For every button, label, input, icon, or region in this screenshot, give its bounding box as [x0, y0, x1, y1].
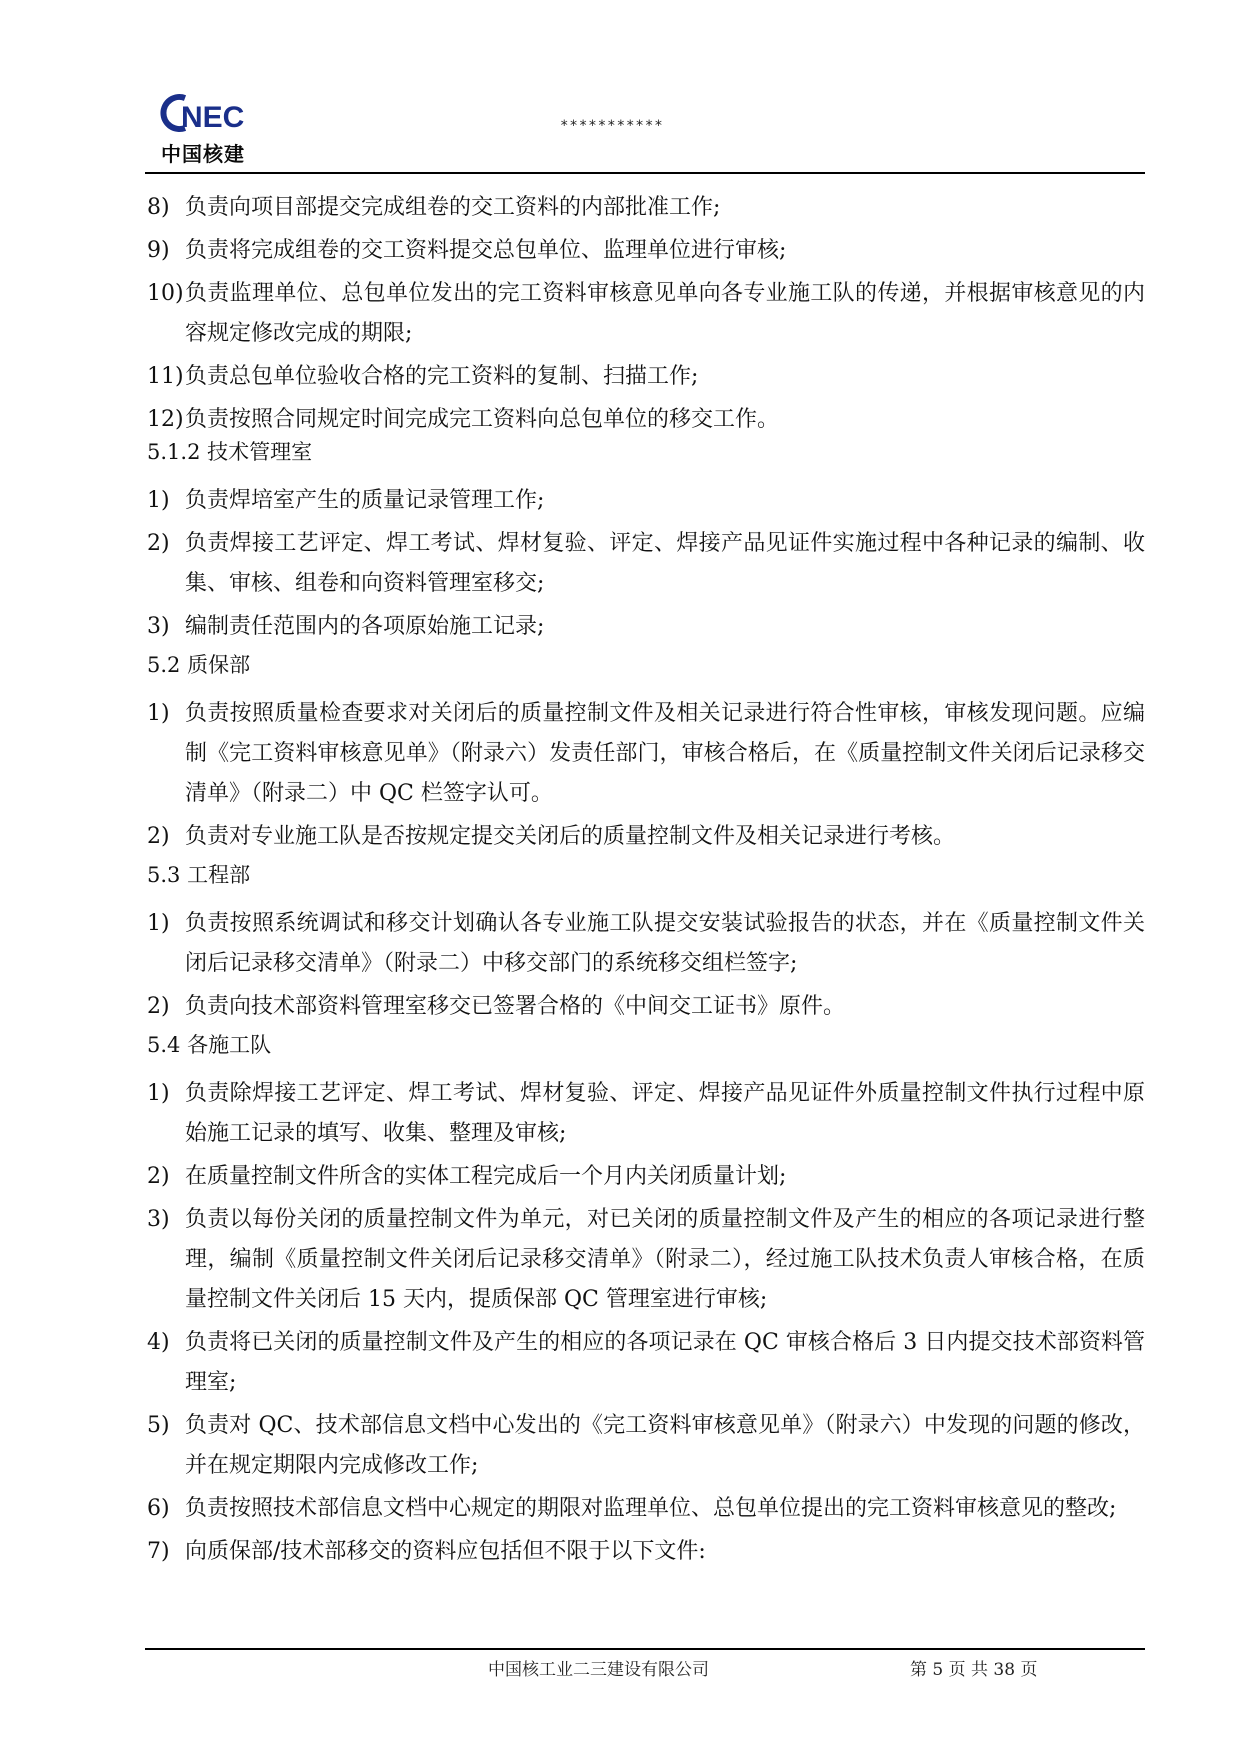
footer-divider	[145, 1648, 1145, 1650]
list-item	[147, 904, 1145, 984]
list-item-number: 10)	[147, 281, 184, 306]
list-item-number: 1)	[147, 911, 170, 936]
list-item-text: 负责向项目部提交完成组卷的交工资料的内部批准工作;	[185, 195, 721, 220]
list-item	[147, 1323, 1145, 1403]
list-item	[147, 1406, 1145, 1486]
list-item	[147, 1157, 1145, 1197]
section-heading-5-1-2: 5.1.2 技术管理室	[147, 440, 313, 464]
list-item	[147, 817, 1145, 857]
list-item	[147, 357, 1145, 397]
list-item-number: 3)	[147, 1207, 170, 1232]
list-item	[147, 1532, 1145, 1572]
list-item-number: 1)	[147, 701, 170, 726]
list-item	[147, 524, 1145, 604]
list-item-text: 负责焊接工艺评定、焊工考试、焊材复验、评定、焊接产品见证件实施过程中各种记录的编制、收集、审核、组卷和向资料管理室移交;	[185, 531, 1145, 596]
section-heading-5-4: 5.4 各施工队	[147, 1033, 272, 1057]
list-item-text: 负责将已关闭的质量控制文件及产生的相应的各项记录在 QC 审核合格后 3 日内提交技术部资料管理室;	[185, 1330, 1145, 1395]
list-item	[147, 274, 1145, 354]
list-item-number: 6)	[147, 1496, 170, 1521]
list-item-number: 3)	[147, 614, 170, 639]
list-5-4	[147, 1074, 1145, 1572]
list-item	[147, 400, 1145, 440]
list-item-text: 在质量控制文件所含的实体工程完成后一个月内关闭质量计划;	[185, 1164, 787, 1189]
cnec-logo-mark	[157, 92, 267, 134]
list-item	[147, 987, 1145, 1027]
list-5-2	[147, 694, 1145, 857]
footer-page-number: 第 5 页 共 38 页	[910, 1660, 1038, 1680]
list-item-text: 负责总包单位验收合格的完工资料的复制、扫描工作;	[185, 364, 699, 389]
list-item-text: 负责按照质量检查要求对关闭后的质量控制文件及相关记录进行符合性审核，审核发现问题。应编制《完工资料审核意见单》（附录六）发责任部门，审核合格后，在《质量控制文件关闭后记录移交清单》（附录二）中 QC 栏签字认可。	[185, 701, 1145, 806]
header-center-text: ***********	[560, 118, 664, 134]
list-item	[147, 231, 1145, 271]
list-item-text: 负责将完成组卷的交工资料提交总包单位、监理单位进行审核;	[185, 238, 787, 263]
list-item-number: 1)	[147, 488, 170, 513]
list-item	[147, 607, 1145, 647]
list-item-number: 2)	[147, 824, 170, 849]
list-item-number: 2)	[147, 1164, 170, 1189]
list-item-number: 2)	[147, 994, 170, 1019]
list-item-number: 5)	[147, 1413, 170, 1438]
list-item-number: 2)	[147, 531, 170, 556]
list-item-number: 12)	[147, 407, 184, 432]
list-item	[147, 481, 1145, 521]
list-5-1-2	[147, 481, 1145, 647]
footer-company: 中国核工业二三建设有限公司	[488, 1660, 709, 1680]
list-5-3	[147, 904, 1145, 1027]
list-item-text: 负责按照技术部信息文档中心规定的期限对监理单位、总包单位提出的完工资料审核意见的整改;	[185, 1496, 1117, 1521]
company-logo	[157, 92, 277, 164]
list-item	[147, 1200, 1145, 1320]
page-header	[145, 90, 1145, 172]
list-item	[147, 694, 1145, 814]
list-item-number: 4)	[147, 1330, 170, 1355]
document-body	[147, 188, 1145, 1575]
list-item	[147, 1074, 1145, 1154]
list-item	[147, 188, 1145, 228]
list-item-text: 向质保部/技术部移交的资料应包括但不限于以下文件:	[185, 1539, 706, 1564]
list-item-text: 负责对专业施工队是否按规定提交关闭后的质量控制文件及相关记录进行考核。	[185, 824, 956, 849]
list-item-text: 负责对 QC、技术部信息文档中心发出的《完工资料审核意见单》（附录六）中发现的问题的修改，并在规定期限内完成修改工作;	[185, 1413, 1145, 1478]
list-item-text: 负责焊培室产生的质量记录管理工作;	[185, 488, 545, 513]
logo-mark-text: NEC	[181, 101, 245, 134]
list-5-1-1-continued	[147, 188, 1145, 440]
list-item-number: 1)	[147, 1081, 170, 1106]
list-item-text: 负责向技术部资料管理室移交已签署合格的《中间交工证书》原件。	[185, 994, 846, 1019]
section-heading-5-3: 5.3 工程部	[147, 863, 251, 887]
list-item-text: 负责按照系统调试和移交计划确认各专业施工队提交安装试验报告的状态，并在《质量控制文件关闭后记录移交清单》（附录二）中移交部门的系统移交组栏签字;	[185, 911, 1145, 976]
list-item-text: 负责按照合同规定时间完成完工资料向总包单位的移交工作。	[185, 407, 780, 432]
logo-text: 中国核建	[161, 142, 245, 166]
list-item-number: 8)	[147, 195, 170, 220]
list-item-number: 7)	[147, 1539, 170, 1564]
list-item-number: 9)	[147, 238, 170, 263]
header-divider	[145, 172, 1145, 174]
section-heading-5-2: 5.2 质保部	[147, 653, 251, 677]
list-item-text: 负责以每份关闭的质量控制文件为单元，对已关闭的质量控制文件及产生的相应的各项记录进行整理，编制《质量控制文件关闭后记录移交清单》（附录二），经过施工队技术负责人审核合格，在质量控制文件关闭后 15 天内，提质保部 QC 管理室进行审核;	[185, 1207, 1145, 1312]
list-item-text: 负责除焊接工艺评定、焊工考试、焊材复验、评定、焊接产品见证件外质量控制文件执行过程中原始施工记录的填写、收集、整理及审核;	[185, 1081, 1145, 1146]
list-item	[147, 1489, 1145, 1529]
list-item-number: 11)	[147, 364, 184, 389]
list-item-text: 编制责任范围内的各项原始施工记录;	[185, 614, 545, 639]
list-item-text: 负责监理单位、总包单位发出的完工资料审核意见单向各专业施工队的传递，并根据审核意见的内容规定修改完成的期限;	[185, 281, 1145, 346]
